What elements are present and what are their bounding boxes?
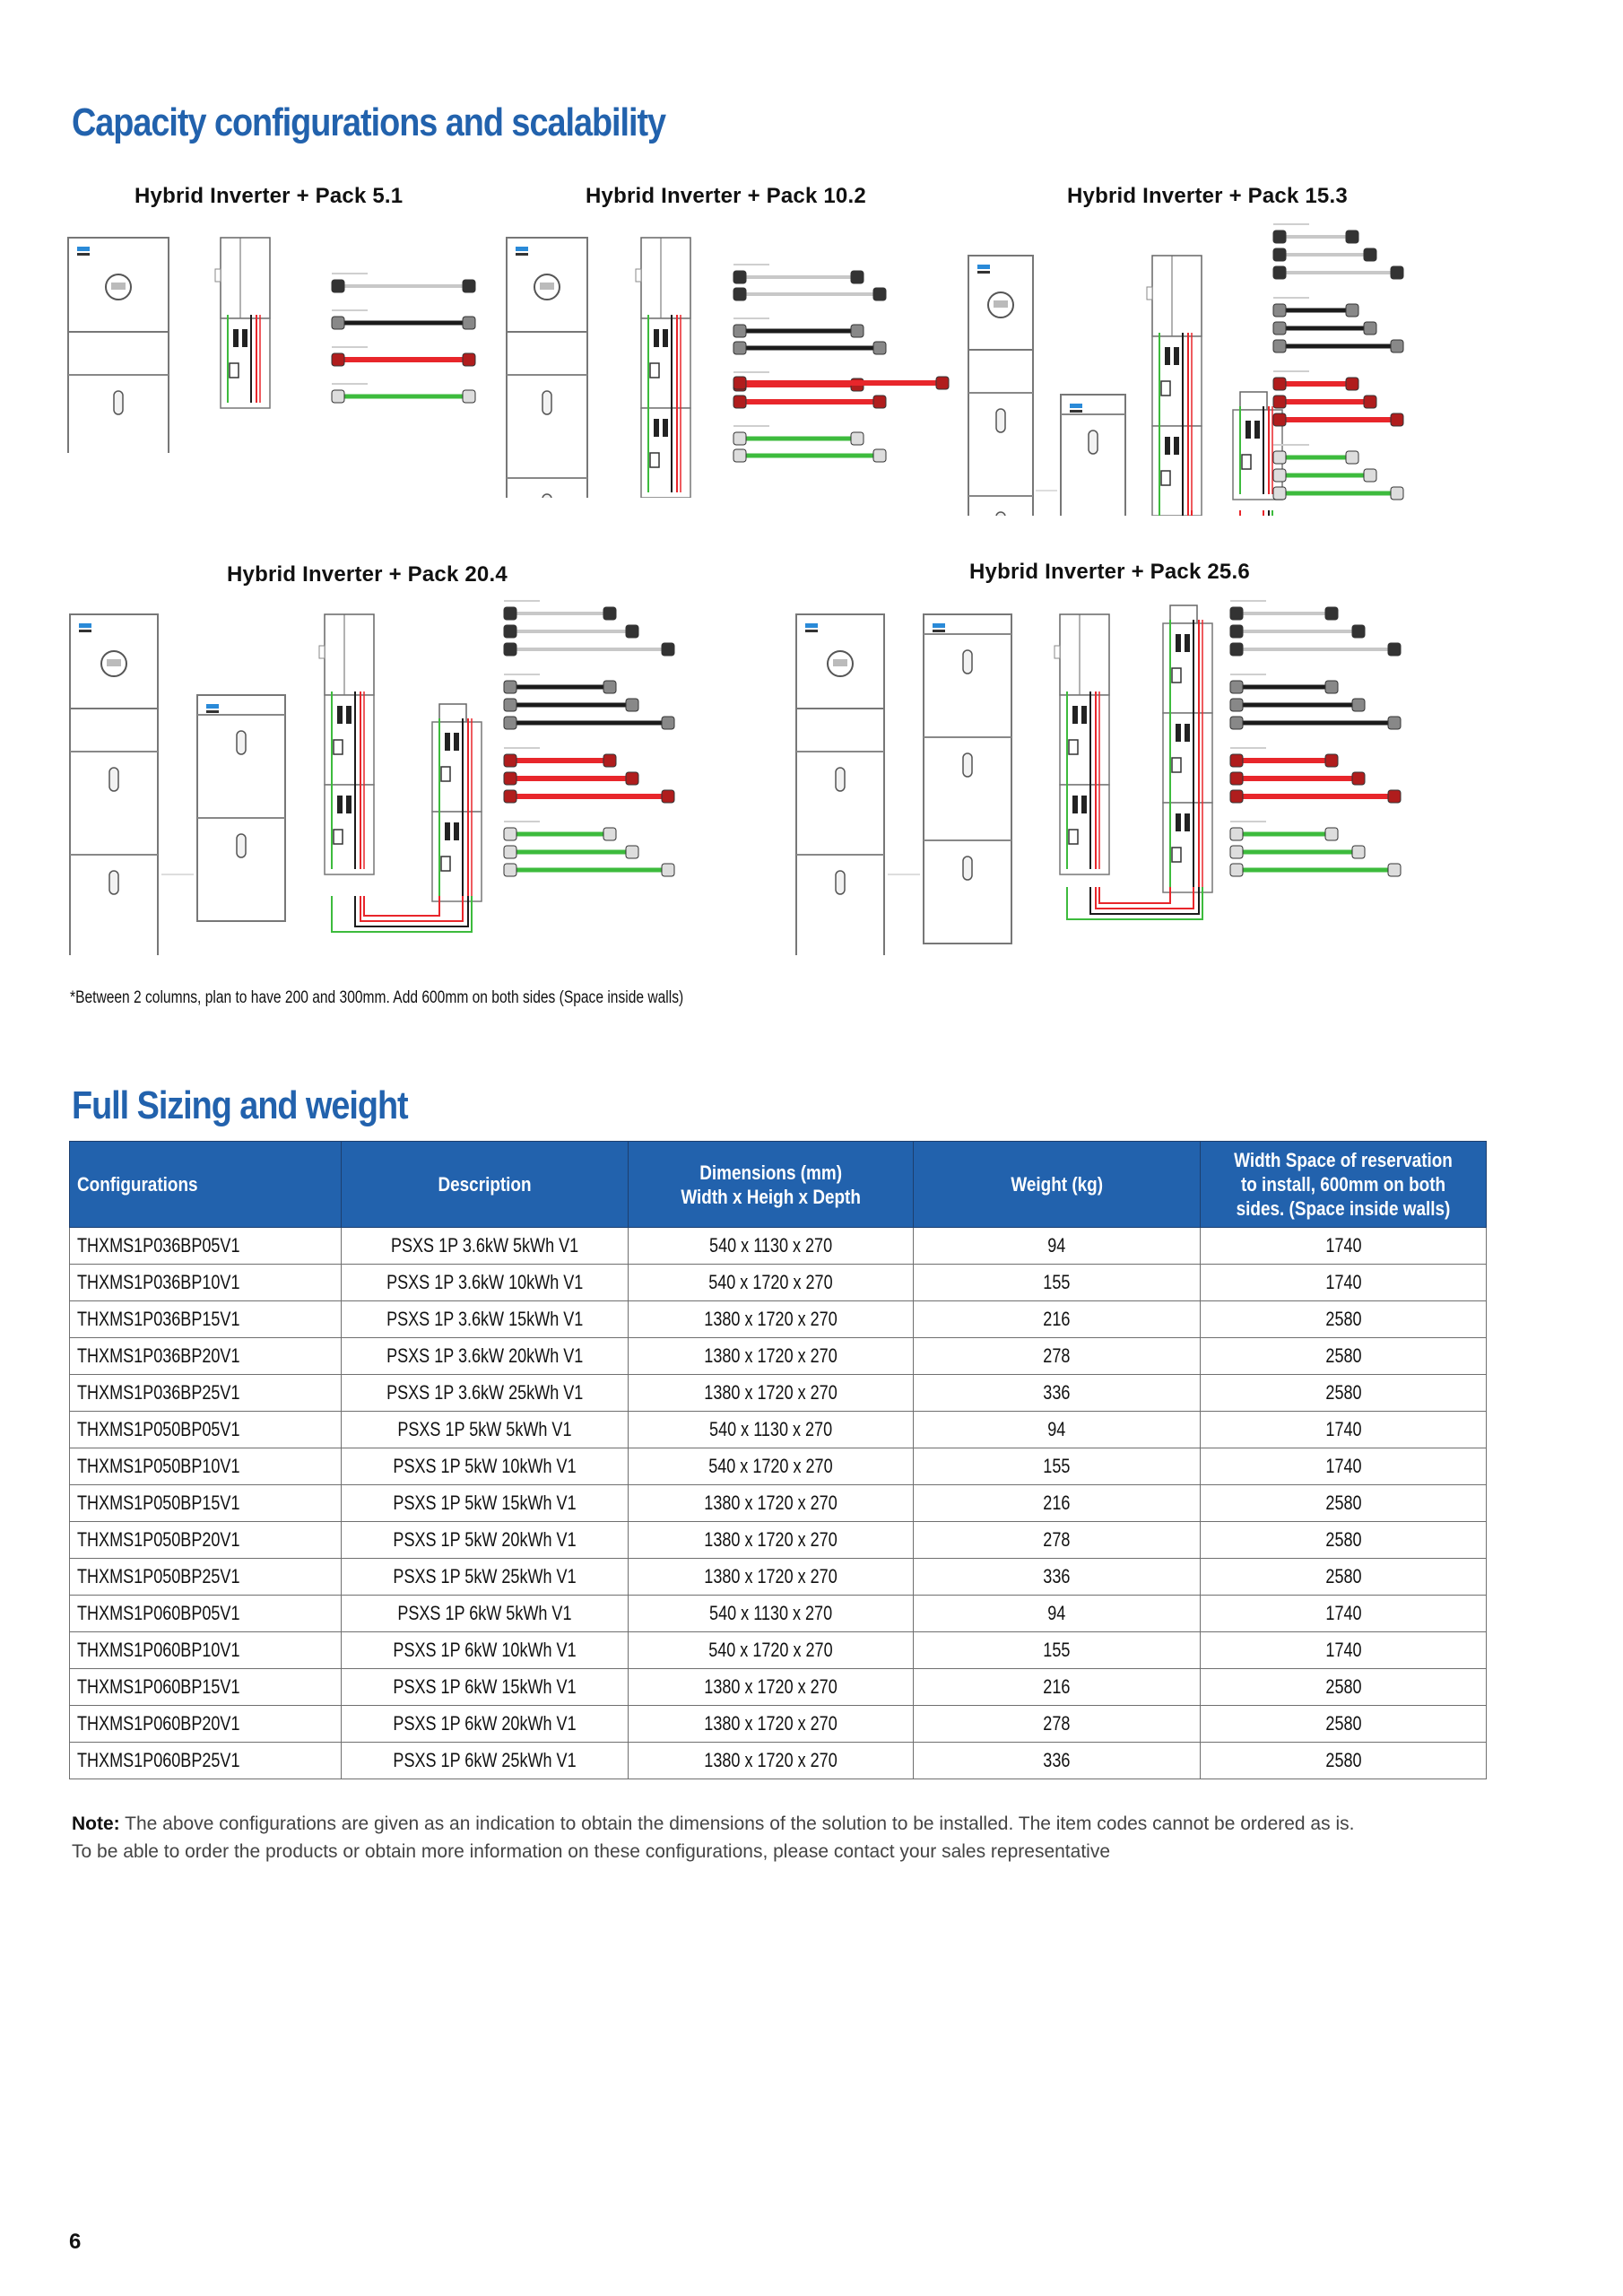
cell-description: PSXS 1P 3.6kW 15kWh V1 <box>342 1301 629 1338</box>
capacity-section-title: Capacity configurations and scalability <box>72 100 666 144</box>
column-header-reservation-width: Width Space of reservation to install, 600mm on both sides. (Space inside walls) <box>1201 1142 1487 1228</box>
power-cable-negative <box>504 717 674 729</box>
table-row <box>70 1632 1487 1669</box>
cell-reservation-width: 1740 <box>1201 1632 1487 1669</box>
cell-configuration: THXMS1P060BP15V1 <box>70 1669 342 1706</box>
cell-description: PSXS 1P 5kW 10kWh V1 <box>342 1448 629 1485</box>
sizing-table <box>69 1141 1487 1779</box>
cell-description: PSXS 1P 5kW 20kWh V1 <box>342 1522 629 1559</box>
pe-cable <box>1273 451 1358 464</box>
logo-icon <box>516 247 528 251</box>
handle-icon <box>109 768 118 791</box>
cell-dimensions: 1380 x 1720 x 270 <box>629 1706 914 1743</box>
wiring-side-view <box>215 238 270 408</box>
handle-icon <box>836 871 845 894</box>
cell-dimensions: 540 x 1130 x 270 <box>629 1596 914 1632</box>
handle-icon <box>542 494 551 498</box>
inverter-cabinet <box>796 614 884 955</box>
cell-configuration: THXMS1P060BP05V1 <box>70 1596 342 1632</box>
table-header-row <box>70 1142 1487 1228</box>
cell-dimensions: 1380 x 1720 x 270 <box>629 1743 914 1779</box>
diagram-pack-25-6 <box>791 596 1436 955</box>
cell-configuration: THXMS1P060BP10V1 <box>70 1632 342 1669</box>
handle-icon <box>237 731 246 754</box>
cell-configuration: THXMS1P050BP20V1 <box>70 1522 342 1559</box>
table-row <box>70 1375 1487 1412</box>
cell-dimensions: 540 x 1720 x 270 <box>629 1632 914 1669</box>
table-row <box>70 1669 1487 1706</box>
power-cable-positive <box>504 754 616 767</box>
diagram-title-10-2: Hybrid Inverter + Pack 10.2 <box>586 184 866 208</box>
cell-reservation-width: 2580 <box>1201 1338 1487 1375</box>
cell-dimensions: 1380 x 1720 x 270 <box>629 1485 914 1522</box>
diagram-pack-10-2 <box>502 229 959 498</box>
battery-cabinet <box>924 614 1011 944</box>
logo-icon <box>77 247 90 251</box>
cell-dimensions: 1380 x 1720 x 270 <box>629 1522 914 1559</box>
table-row <box>70 1485 1487 1522</box>
table-row <box>70 1412 1487 1448</box>
note <box>72 1810 1354 1866</box>
pe-cable <box>504 864 674 876</box>
power-cable-negative <box>1230 681 1338 693</box>
cell-reservation-width: 2580 <box>1201 1375 1487 1412</box>
inverter-cabinet <box>968 256 1033 516</box>
cell-description: PSXS 1P 6kW 25kWh V1 <box>342 1743 629 1779</box>
handle-icon <box>114 391 123 414</box>
page-number: 6 <box>69 2230 82 2254</box>
power-cable-negative <box>1273 322 1376 335</box>
diagram-title-20-4: Hybrid Inverter + Pack 20.4 <box>227 562 508 587</box>
table-row <box>70 1743 1487 1779</box>
power-cable-positive <box>504 790 674 803</box>
pe-cable <box>733 432 864 445</box>
wiring-side-view <box>432 704 482 901</box>
cell-reservation-width: 1740 <box>1201 1228 1487 1265</box>
cell-dimensions: 1380 x 1720 x 270 <box>629 1669 914 1706</box>
power-cable-negative <box>504 699 638 711</box>
cell-weight: 278 <box>914 1706 1201 1743</box>
cell-weight: 336 <box>914 1559 1201 1596</box>
cell-configuration: THXMS1P036BP05V1 <box>70 1228 342 1265</box>
battery-cabinet <box>197 695 285 921</box>
pe-cable <box>504 846 638 858</box>
cell-reservation-width: 2580 <box>1201 1706 1487 1743</box>
inverter-cabinet <box>507 238 587 498</box>
wiring-side-view <box>1147 256 1202 516</box>
wiring-side-view <box>636 238 690 498</box>
cell-dimensions: 540 x 1130 x 270 <box>629 1228 914 1265</box>
cell-configuration: THXMS1P050BP25V1 <box>70 1559 342 1596</box>
cell-dimensions: 1380 x 1720 x 270 <box>629 1301 914 1338</box>
table-row <box>70 1228 1487 1265</box>
handle-icon <box>963 753 972 777</box>
power-cable-positive <box>1273 413 1403 426</box>
table-row <box>70 1559 1487 1596</box>
cell-weight: 155 <box>914 1265 1201 1301</box>
cell-dimensions: 540 x 1130 x 270 <box>629 1412 914 1448</box>
cell-weight: 155 <box>914 1632 1201 1669</box>
handle-icon <box>1089 430 1098 454</box>
cell-weight: 216 <box>914 1485 1201 1522</box>
cell-configuration: THXMS1P050BP15V1 <box>70 1485 342 1522</box>
wiring-side-view <box>319 614 374 874</box>
power-cable-positive <box>504 772 638 785</box>
column-header-weight: Weight (kg) <box>914 1142 1201 1228</box>
handle-icon <box>237 834 246 857</box>
note-line-2: To be able to order the products or obtain more information on these configurations, please contact your sales representative <box>72 1841 1111 1862</box>
cell-configuration: THXMS1P036BP20V1 <box>70 1338 342 1375</box>
pe-cable <box>733 449 886 462</box>
cell-reservation-width: 1740 <box>1201 1596 1487 1632</box>
inverter-cabinet <box>68 238 169 453</box>
cell-description: PSXS 1P 5kW 15kWh V1 <box>342 1485 629 1522</box>
communication-cable <box>1230 607 1338 620</box>
table-row <box>70 1522 1487 1559</box>
table-row <box>70 1706 1487 1743</box>
communication-cable <box>504 643 674 656</box>
diagram-title-25-6: Hybrid Inverter + Pack 25.6 <box>969 560 1250 584</box>
cell-description: PSXS 1P 6kW 15kWh V1 <box>342 1669 629 1706</box>
cell-weight: 94 <box>914 1412 1201 1448</box>
cell-description: PSXS 1P 3.6kW 25kWh V1 <box>342 1375 629 1412</box>
column-header-description: Description <box>342 1142 629 1228</box>
pe-cable <box>1273 487 1403 500</box>
cell-configuration: THXMS1P036BP15V1 <box>70 1301 342 1338</box>
cell-weight: 278 <box>914 1338 1201 1375</box>
logo-icon <box>933 623 945 628</box>
communication-cable <box>504 607 616 620</box>
note-text-1: The above configurations are given as an indication to obtain the dimensions of the solution to be installed. The item codes cannot be ordered as is. <box>125 1813 1355 1834</box>
cell-reservation-width: 1740 <box>1201 1265 1487 1301</box>
cell-dimensions: 540 x 1720 x 270 <box>629 1448 914 1485</box>
cell-reservation-width: 2580 <box>1201 1485 1487 1522</box>
wiring-side-view <box>1163 605 1212 892</box>
wiring-side-view <box>1055 614 1109 874</box>
pe-cable <box>1273 469 1376 482</box>
table-row <box>70 1265 1487 1301</box>
cell-dimensions: 1380 x 1720 x 270 <box>629 1375 914 1412</box>
cell-description: PSXS 1P 6kW 20kWh V1 <box>342 1706 629 1743</box>
table-row <box>70 1338 1487 1375</box>
cell-configuration: THXMS1P050BP10V1 <box>70 1448 342 1485</box>
cell-configuration: THXMS1P060BP20V1 <box>70 1706 342 1743</box>
handle-icon <box>109 871 118 894</box>
footnote: *Between 2 columns, plan to have 200 and 300mm. Add 600mm on both sides (Space inside walls) <box>70 988 684 1007</box>
logo-icon <box>206 704 219 709</box>
table-row <box>70 1596 1487 1632</box>
cell-dimensions: 540 x 1720 x 270 <box>629 1265 914 1301</box>
cell-dimensions: 1380 x 1720 x 270 <box>629 1559 914 1596</box>
power-cable-negative <box>504 681 616 693</box>
battery-cabinet <box>1061 395 1125 516</box>
cell-weight: 94 <box>914 1228 1201 1265</box>
power-cable-negative <box>1230 717 1401 729</box>
power-cable-positive <box>733 396 886 408</box>
power-cable-negative <box>1273 340 1403 352</box>
power-cable-negative <box>1273 304 1358 317</box>
pe-cable <box>1230 846 1365 858</box>
logo-icon <box>79 623 91 628</box>
diagram-title-5-1: Hybrid Inverter + Pack 5.1 <box>135 184 404 208</box>
logo-icon <box>1070 404 1082 408</box>
handle-icon <box>836 768 845 791</box>
column-header-dimensions: Dimensions (mm) Width x Heigh x Depth <box>629 1142 914 1228</box>
cell-weight: 336 <box>914 1743 1201 1779</box>
cell-weight: 216 <box>914 1301 1201 1338</box>
cell-reservation-width: 1740 <box>1201 1412 1487 1448</box>
sizing-section-title: Full Sizing and weight <box>72 1083 408 1127</box>
communication-cable <box>733 271 864 283</box>
communication-cable <box>1230 643 1401 656</box>
logo-icon <box>977 265 990 269</box>
power-cable-negative <box>733 325 864 337</box>
pe-cable <box>1230 864 1401 876</box>
cell-configuration: THXMS1P036BP25V1 <box>70 1375 342 1412</box>
cell-configuration: THXMS1P036BP10V1 <box>70 1265 342 1301</box>
cell-reservation-width: 2580 <box>1201 1669 1487 1706</box>
cell-description: PSXS 1P 3.6kW 5kWh V1 <box>342 1228 629 1265</box>
communication-cable <box>1230 625 1365 638</box>
power-cable-positive <box>1230 754 1338 767</box>
cell-weight: 94 <box>914 1596 1201 1632</box>
handle-icon <box>996 512 1005 516</box>
cell-reservation-width: 2580 <box>1201 1559 1487 1596</box>
pe-cable <box>504 828 616 840</box>
cell-weight: 278 <box>914 1522 1201 1559</box>
cell-reservation-width: 2580 <box>1201 1522 1487 1559</box>
communication-cable <box>733 288 886 300</box>
power-cable-positive <box>332 353 475 366</box>
cell-configuration: THXMS1P060BP25V1 <box>70 1743 342 1779</box>
cell-reservation-width: 1740 <box>1201 1448 1487 1485</box>
diagram-pack-5-1 <box>63 229 493 453</box>
note-label: Note: <box>72 1813 120 1834</box>
column-header-configurations: Configurations <box>70 1142 342 1228</box>
handle-icon <box>542 391 551 414</box>
cell-weight: 336 <box>914 1375 1201 1412</box>
cell-reservation-width: 2580 <box>1201 1301 1487 1338</box>
cell-description: PSXS 1P 5kW 5kWh V1 <box>342 1412 629 1448</box>
cell-weight: 155 <box>914 1448 1201 1485</box>
diagram-pack-20-4 <box>65 596 710 955</box>
table-row <box>70 1301 1487 1338</box>
power-cable-negative <box>1230 699 1365 711</box>
power-cable-positive <box>1273 396 1376 408</box>
power-cable-negative <box>332 317 475 329</box>
cell-configuration: THXMS1P050BP05V1 <box>70 1412 342 1448</box>
communication-cable <box>1273 230 1358 243</box>
handle-icon <box>963 857 972 880</box>
table-row <box>70 1448 1487 1485</box>
communication-cable <box>504 625 638 638</box>
diagram-title-15-3: Hybrid Inverter + Pack 15.3 <box>1067 184 1348 208</box>
power-cable-positive <box>1273 378 1358 390</box>
handle-icon <box>963 650 972 674</box>
power-cable-negative <box>733 342 886 354</box>
diagram-pack-15-3 <box>964 220 1502 516</box>
logo-icon <box>805 623 818 628</box>
cell-weight: 216 <box>914 1669 1201 1706</box>
power-cable-positive <box>1230 790 1401 803</box>
inverter-cabinet <box>70 614 158 955</box>
cell-dimensions: 1380 x 1720 x 270 <box>629 1338 914 1375</box>
pe-cable <box>332 390 475 403</box>
pe-cable <box>1230 828 1338 840</box>
cell-description: PSXS 1P 6kW 10kWh V1 <box>342 1632 629 1669</box>
communication-cable <box>1273 266 1403 279</box>
communication-cable <box>332 280 475 292</box>
cell-description: PSXS 1P 3.6kW 10kWh V1 <box>342 1265 629 1301</box>
note-line-1 <box>72 1810 1354 1838</box>
cell-description: PSXS 1P 3.6kW 20kWh V1 <box>342 1338 629 1375</box>
cell-reservation-width: 2580 <box>1201 1743 1487 1779</box>
handle-icon <box>996 409 1005 432</box>
cell-description: PSXS 1P 5kW 25kWh V1 <box>342 1559 629 1596</box>
communication-cable <box>1273 248 1376 261</box>
cell-description: PSXS 1P 6kW 5kWh V1 <box>342 1596 629 1632</box>
power-cable-positive <box>1230 772 1365 785</box>
